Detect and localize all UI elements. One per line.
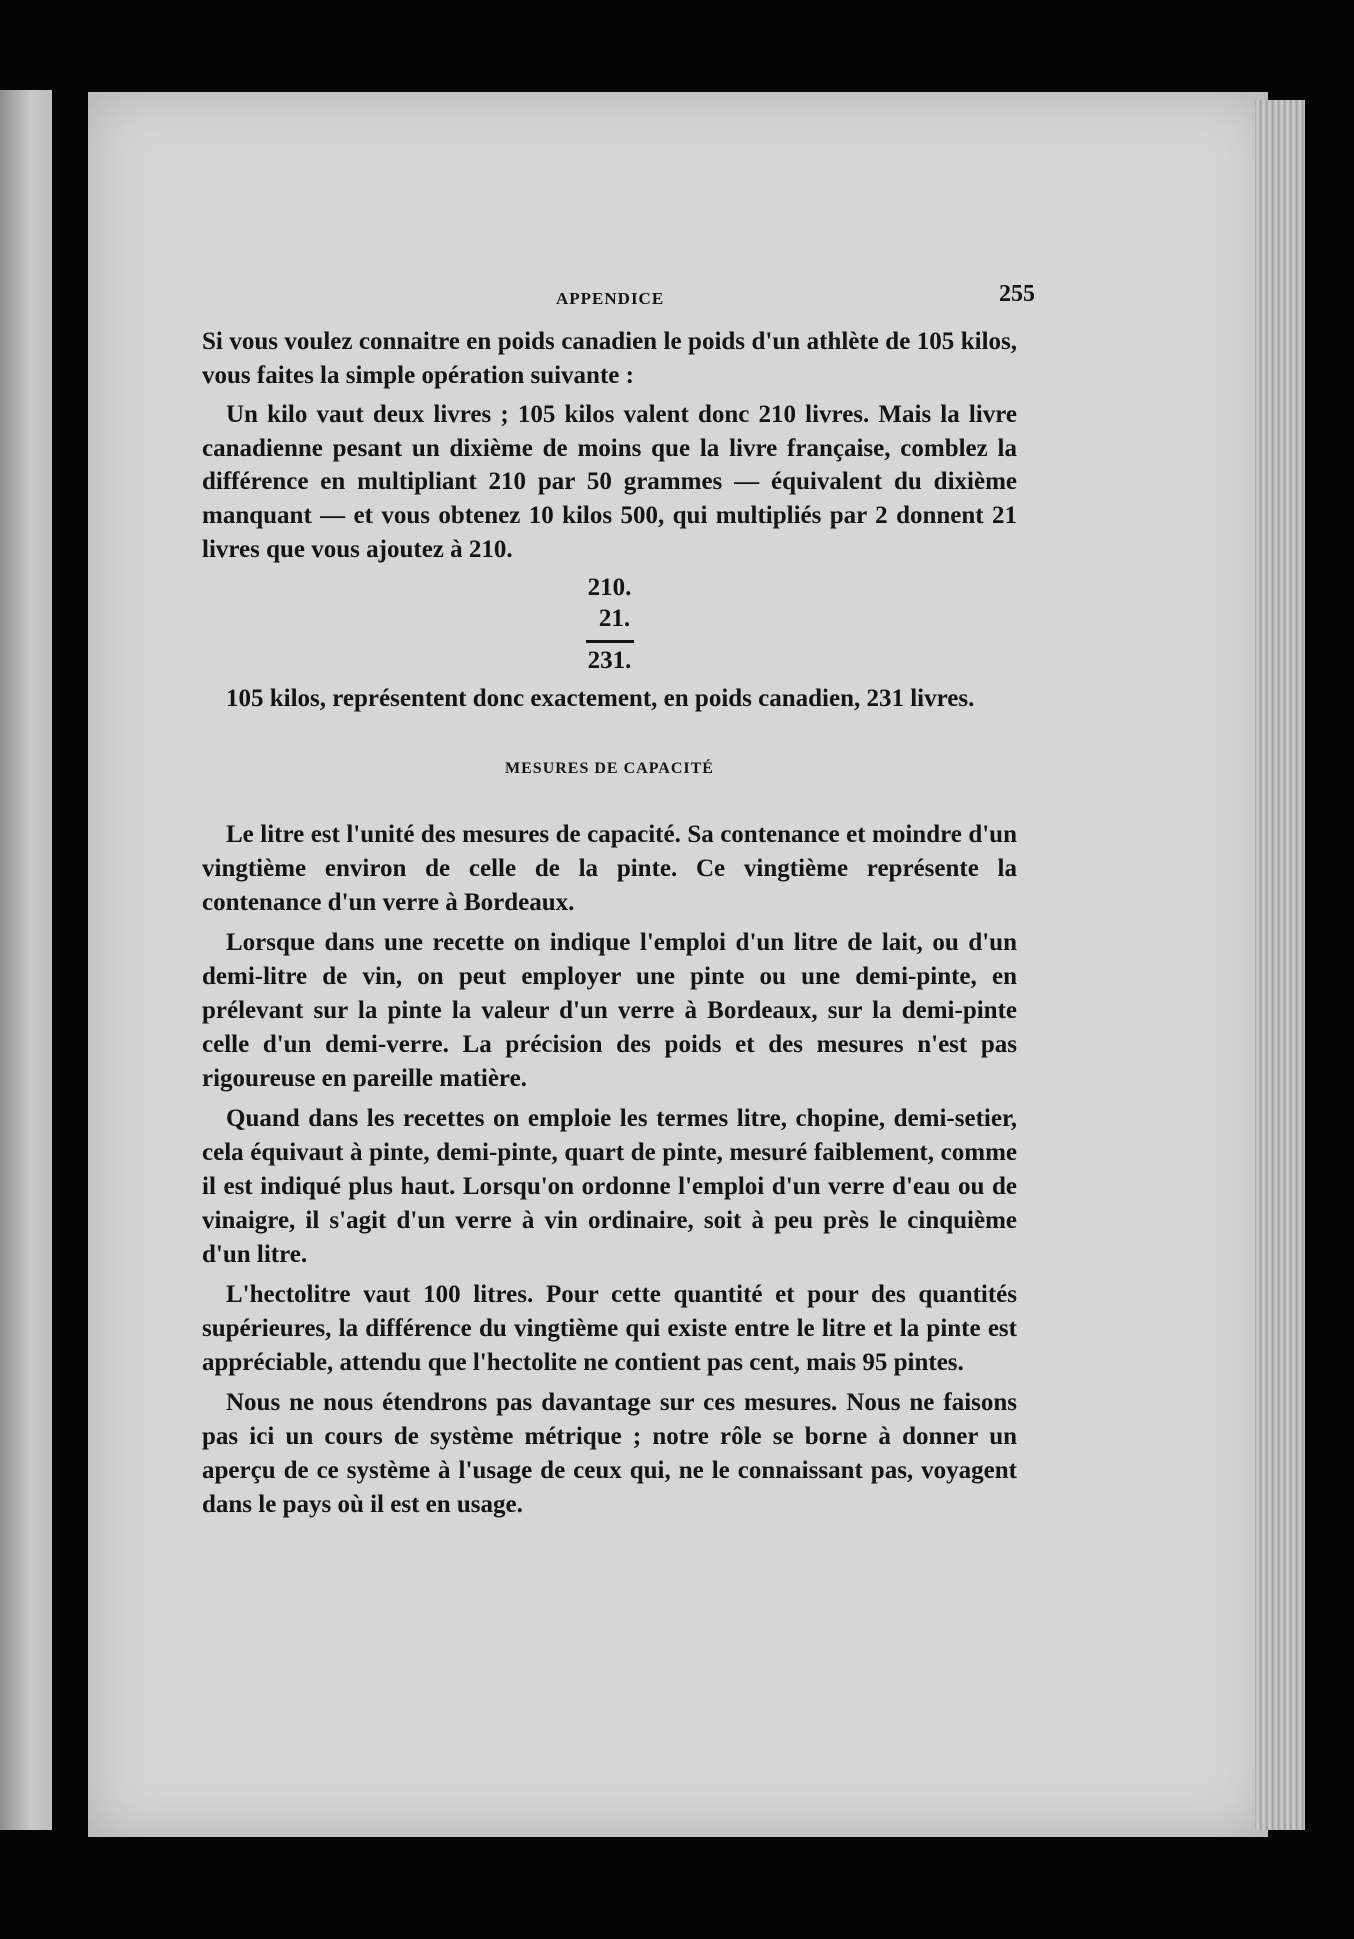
paragraph-hectolitre: L'hectolitre vaut 100 litres. Pour cette quantité et pour des quantités supérieures, la différence du vingtième qui existe entre le litre et la pinte est appréciable, attendu que l'hectolite ne contient pas cent, mais 95 pintes. xyxy=(202,1280,1017,1376)
sum-total: 231. xyxy=(587,647,632,675)
addition-sum xyxy=(202,572,1017,676)
page-content xyxy=(202,281,1035,1528)
paragraph-result: 105 kilos, représentent donc exactement, en poids canadien, 231 livres. xyxy=(226,685,975,713)
sum-rule xyxy=(586,640,634,643)
running-head-title: APPENDICE xyxy=(556,289,665,308)
page-stack-edges xyxy=(1255,100,1305,1830)
section-heading: MESURES DE CAPACITÉ xyxy=(505,759,714,777)
sum-line-1: 210. xyxy=(587,574,632,602)
paragraph-recipe-litre: Lorsque dans une recette on indique l'emploi d'un litre de lait, ou d'un demi-litre de vin, on peut employer une pinte ou une demi-pinte, en prélevant sur la pinte la valeur d'un verre à Bordeaux, sur la demi-pinte celle d'un demi-verre. La précision des poids et des mesures n'est pas rigoureuse en pareille matière. xyxy=(202,928,1017,1092)
sum-line-2: 21. xyxy=(598,605,631,633)
page-number: 255 xyxy=(999,281,1035,307)
left-page-edge xyxy=(0,90,52,1830)
paragraph-recipe-terms: Quand dans les recettes on emploie les termes litre, chopine, demi-setier, cela équivaut à pinte, demi-pinte, quart de pinte, mesuré faiblement, comme il est indiqué plus haut. Lorsqu'on ordonne l'emploi d'un verre d'eau ou de vinaigre, il s'agit d'un verre à vin ordinaire, soit à peu près le cinquième d'un litre. xyxy=(202,1104,1017,1268)
paragraph-kilo-conversion: Un kilo vaut deux livres ; 105 kilos valent donc 210 livres. Mais la livre canadienne pesant un dixième de moins que la livre française, comblez la différence en multipliant 210 par 50 grammes — équivalent du dixième manquant — et vous obtenez 10 kilos 500, qui multipliés par 2 donnent 21 livres que vous ajoutez à 210. xyxy=(202,401,1017,563)
paragraph-litre: Le litre est l'unité des mesures de capacité. Sa contenance et moindre d'un vingtième environ de celle de la pinte. Ce vingtième représente la contenance d'un verre à Bordeaux. xyxy=(202,820,1017,916)
paragraph-conclusion: Nous ne nous étendrons pas davantage sur ces mesures. Nous ne faisons pas ici un cours de système métrique ; notre rôle se borne à donner un aperçu de ce système à l'usage de ceux qui, ne le connaissant pas, voyagent dans le pays où il est en usage. xyxy=(202,1388,1017,1518)
running-head xyxy=(202,281,1035,325)
book-gutter xyxy=(52,80,90,1840)
paragraph-athlete-weight: Si vous voulez connaitre en poids canadien le poids d'un athlète de 105 kilos, vous faites la simple opération suivante : xyxy=(202,328,1017,389)
